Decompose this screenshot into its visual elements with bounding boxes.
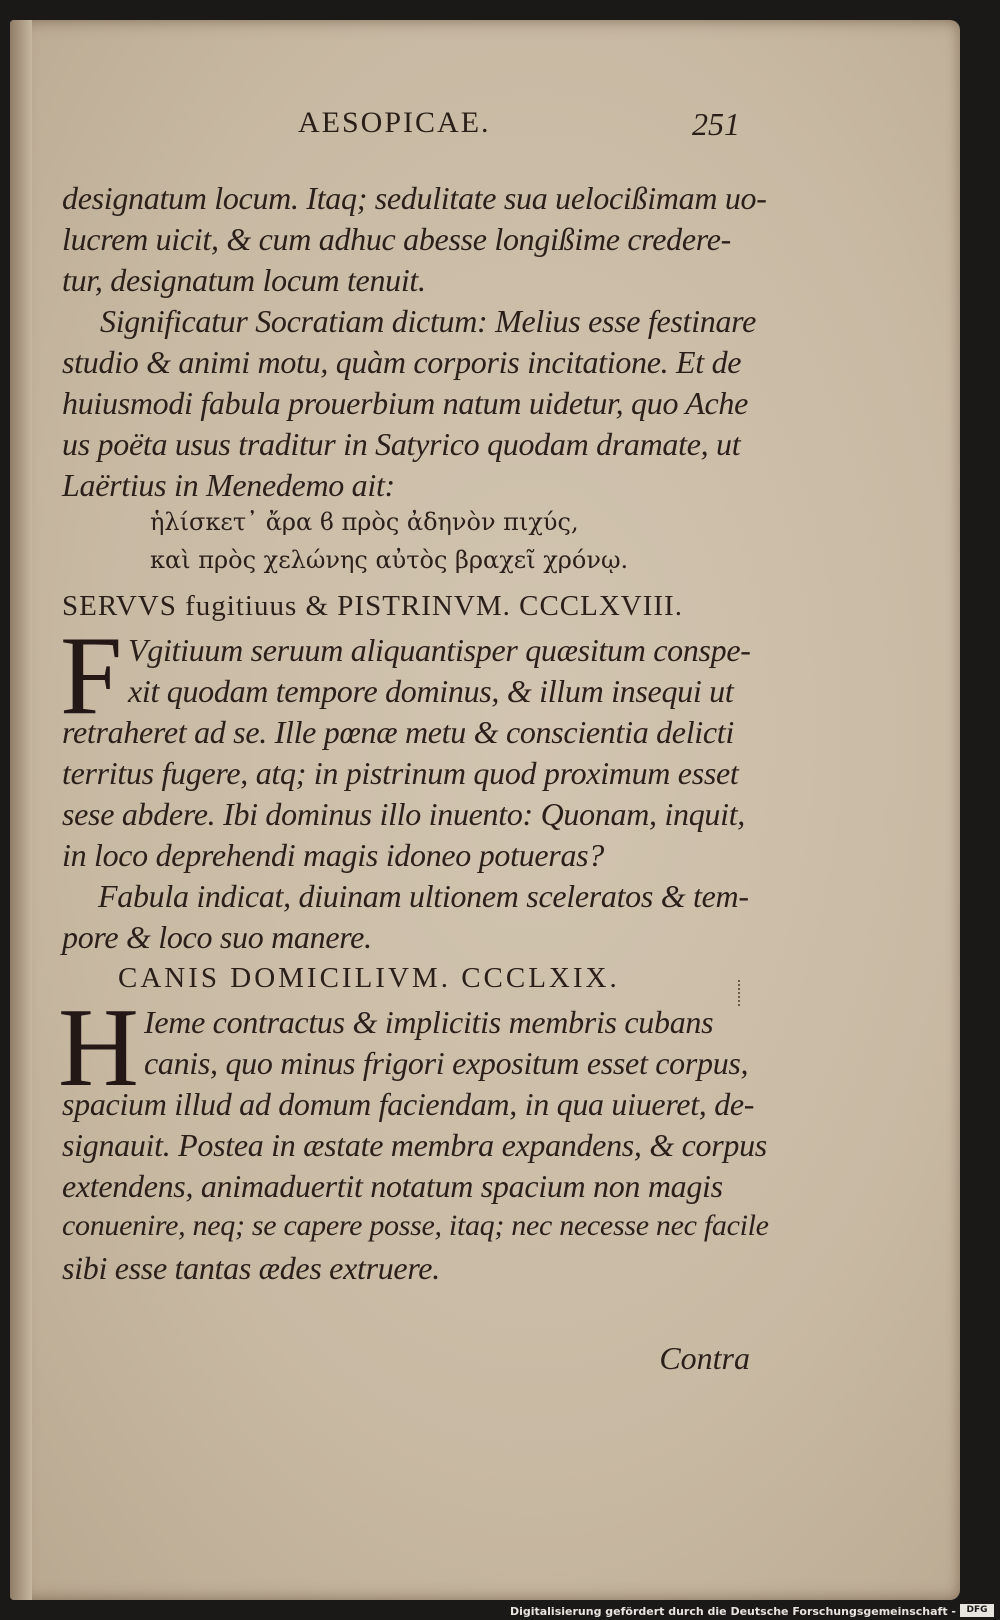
body-line: huiusmodi fabula prouerbium natum uidetur, quo Ache [62,385,749,421]
margin-mark [738,980,744,1006]
body-line: sese abdere. Ibi dominus illo inuento: Quonam, inquit, [62,796,745,832]
body-line: spacium illud ad domum faciendam, in qua uiueret, de- [62,1086,755,1122]
body-line: extendens, animaduertit notatum spacium non magis [62,1168,723,1204]
body-line: signauit. Postea in æstate membra expandens, & corpus [62,1127,767,1163]
body-line: xit quodam tempore dominus, & illum insequi ut [128,673,734,709]
body-line: lucrem uicit, & cum adhuc abesse longißime credere- [62,221,731,257]
book-page [10,20,960,1600]
running-head: AESOPICAE. [298,106,491,139]
page-number: 251 [692,106,740,142]
body-line: retraheret ad se. Ille pœnæ metu & conscientia delicti [62,714,734,750]
drop-cap-initial: F [60,614,123,738]
greek-verse-line: καὶ πρὸς χελώνης αὐτὸς βραχεῖ χρόνῳ. [150,546,629,574]
moral-line: Fabula indicat, diuinam ultionem sceleratos & tem- [98,878,749,914]
dfg-logo: DFG [960,1604,994,1617]
moral-line: pore & loco suo manere. [62,919,372,955]
fable-heading: CANIS DOMICILIVM. CCCLXIX. [118,962,620,994]
body-line: studio & animi motu, quàm corporis incitatione. Et de [62,344,742,380]
body-line: Significatur Socratiam dictum: Melius esse festinare [100,303,757,339]
body-line: conuenire, neq; se capere posse, itaq; nec necesse nec facile [62,1209,769,1242]
body-line: Laërtius in Menedemo ait: [62,467,395,503]
body-line: canis, quo minus frigori expositum esset corpus, [144,1045,749,1081]
body-line: sibi esse tantas ædes extruere. [62,1250,440,1286]
fable-heading: SERVVS fugitiuus & PISTRINVM. CCCLXVIII. [62,590,683,622]
greek-verse-line: ἡλίσκετ᾽ ἄρα ϐ πρὸς ἀδηνὸν πιχύς, [150,508,579,536]
page-header [290,106,740,154]
body-line: tur, designatum locum tenuit. [62,262,426,298]
page-gutter-shadow [10,20,32,1600]
drop-cap-initial: H [58,986,139,1110]
body-line: Ieme contractus & implicitis membris cubans [144,1004,714,1040]
catchword: Contra [659,1340,750,1376]
body-line: us poëta usus traditur in Satyrico quodam dramate, ut [62,426,741,462]
body-line: designatum locum. Itaq; sedulitate sua uelocißimam uo- [62,180,767,216]
body-line: in loco deprehendi magis idoneo potueras? [62,837,604,873]
body-line: territus fugere, atq; in pistrinum quod proximum esset [62,755,739,791]
body-line: Vgitiuum seruum aliquantisper quæsitum conspe- [128,632,751,668]
digitization-credit: Digitalisierung gefördert durch die Deutsche Forschungsgemeinschaft - [509,1605,956,1618]
